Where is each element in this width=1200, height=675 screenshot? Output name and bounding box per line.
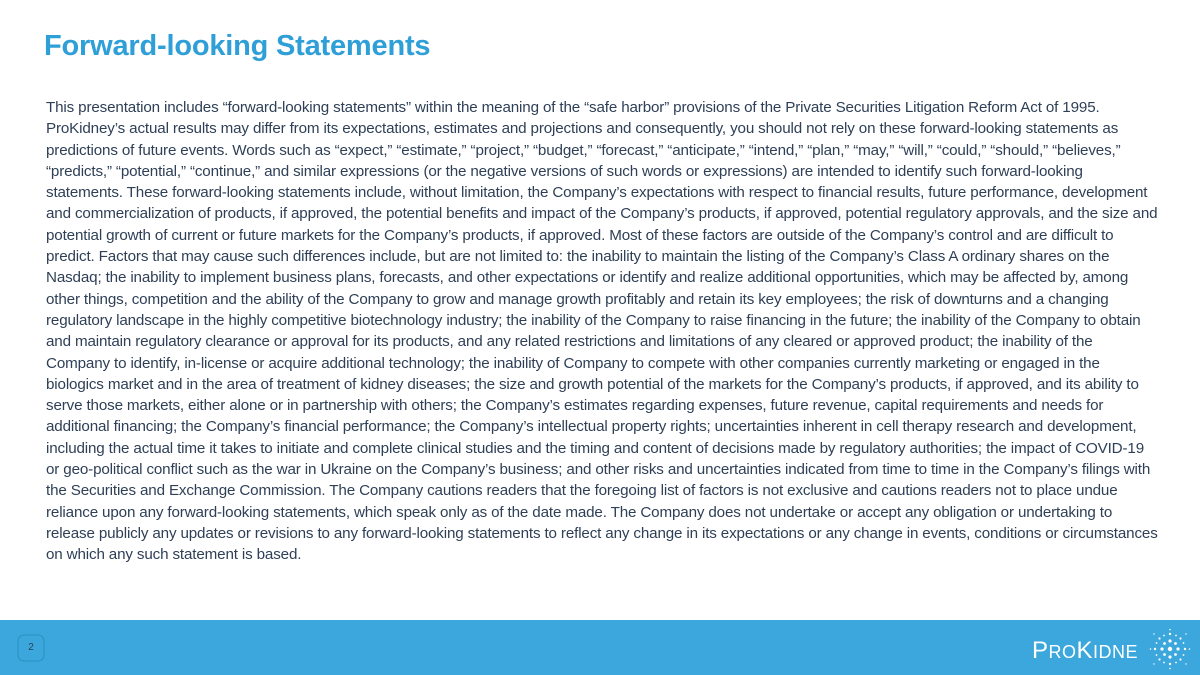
slide-title: Forward-looking Statements — [44, 30, 431, 62]
logo-wordmark: PROKIDNE — [1032, 637, 1139, 664]
prokidney-dot-burst-icon — [1148, 628, 1192, 670]
prokidney-logo — [1032, 628, 1192, 670]
forward-looking-disclaimer-text: This presentation includes “forward-looking statements” within the meaning of the “safe harbor” provisions of the Private Securities Litigation Reform Act of 1995. ProKidney’s actual results may differ from its expectations, estimates and projections and consequently, you should not rely on these forward-looking statements as predictions of future events. Words such as “expect,” “estimate,” “project,” “budget,” “forecast,” “anticipate,” “intend,” “plan,” “may,” “will,” “could,” “should,” “believes,” “predicts,” “potential,” “continue,” and similar expressions (or the negative versions of such words or expressions) are intended to identify such forward-looking statements. These forward-looking statements include, without limitation, the Company’s expectations with respect to financial results, future performance, development and commercialization of products, if approved, the potential benefits and impact of the Company’s products, if approved, potential regulatory approvals, and the size and potential growth of current or future markets for the Company’s products, if approved. Most of these factors are outside of the Company’s control and are difficult to predict. Factors that may cause such differences include, but are not limited to: the inability to maintain the listing of the Company’s Class A ordinary shares on the Nasdaq; the inability to implement business plans, forecasts, and other expectations or identify and realize additional opportunities, which may be affected by, among other things, competition and the ability of the Company to grow and manage growth profitably and retain its key employees; the risk of downturns and a changing regulatory landscape in the highly competitive biotechnology industry; the inability of the Company to raise financing in the future; the inability of the Company to obtain and maintain regulatory clearance or approval for its products, and any related restrictions and limitations of any cleared or approved product; the inability of the Company to identify, in-license or acquire additional technology; the inability of Company to compete with other companies currently marketing or engaged in the biologics market and in the area of treatment of kidney diseases; the size and growth potential of the markets for the Company’s products, if approved, and its ability to serve those markets, either alone or in partnership with others; the Company’s estimates regarding expenses, future revenue, capital requirements and needs for additional financing; the Company’s financial performance; the Company’s intellectual property rights; uncertainties inherent in cell therapy research and development, including the actual time it takes to initiate and complete clinical studies and the timing and content of decisions made by regulatory authorities; the impact of COVID-19 or geo-political conflict such as the war in Ukraine on the Company’s business; and other risks and uncertainties indicated from time to time in the Company’s filings with the Securities and Exchange Commission. The Company cautions readers that the foregoing list of factors is not exclusive and cautions readers not to place undue reliance upon any forward-looking statements, which speak only as of the date made. The Company does not undertake or accept any obligation or undertaking to release publicly any updates or revisions to any forward-looking statements to reflect any change in its expectations or any change in events, conditions or circumstances on which any such statement is based. — [46, 99, 1158, 564]
footer-bar — [0, 620, 1200, 675]
page-number: 2 — [28, 642, 34, 653]
